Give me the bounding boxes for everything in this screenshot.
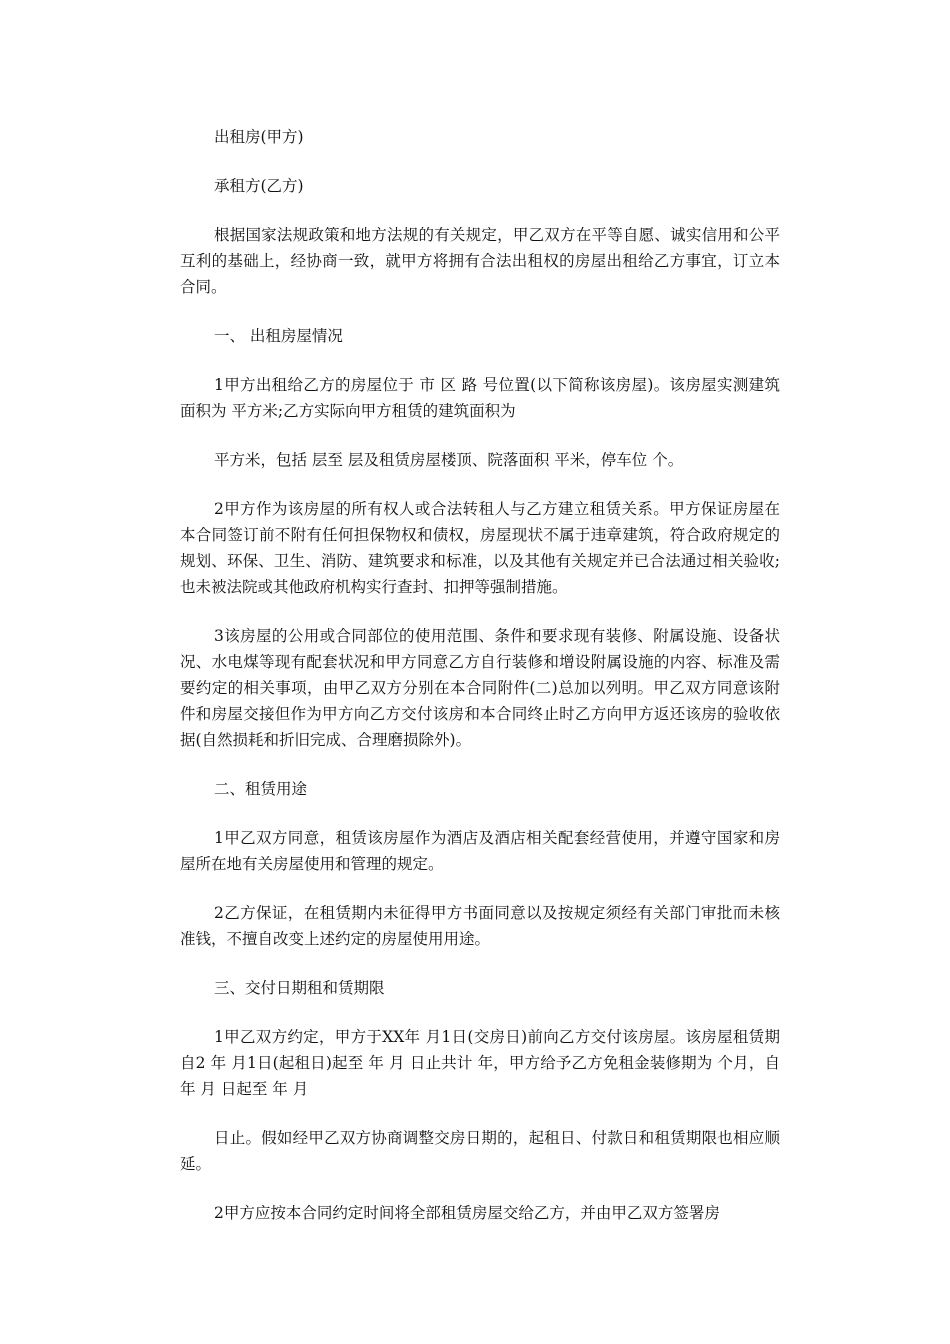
section-heading-3: 三、交付日期租和赁期限 [214,979,385,997]
clause-2-2: 2乙方保证，在租赁期内未征得甲方书面同意以及按规定须经有关部门审批而未核准钱，不擅自改变上述约定的房屋使用用途。 [180,904,780,948]
section-heading-2: 二、租赁用途 [214,780,308,798]
clause-1-1: 1甲方出租给乙方的房屋位于 市 区 路 号位置(以下简称该房屋)。该房屋实测建筑面积为 平方米;乙方实际向甲方租赁的建筑面积为 [180,376,780,420]
clause-3-1-continued: 日止。假如经甲乙双方协商调整交房日期的，起租日、付款日和租赁期限也相应顺延。 [180,1129,780,1173]
clause-1-1-continued: 平方米，包括 层至 层及租赁房屋楼顶、院落面积 平米，停车位 个。 [214,451,684,469]
clause-1-2: 2甲方作为该房屋的所有权人或合法转租人与乙方建立租赁关系。甲方保证房屋在本合同签订前不附有任何担保物权和债权，房屋现状不属于违章建筑，符合政府规定的规划、环保、卫生、消防、建筑要求和标准，以及其他有关规定并已合法通过相关验收;也未被法院或其他政府机构实行查封、扣押等强制措施。 [180,500,780,596]
section-heading-1: 一、 出租房屋情况 [214,327,343,345]
party-b-line: 承租方(乙方) [214,177,304,195]
document-body [180,124,780,1249]
preamble-paragraph: 根据国家法规政策和地方法规的有关规定，甲乙双方在平等自愿、诚实信用和公平互利的基础上，经协商一致，就甲方将拥有合法出租权的房屋出租给乙方事宜，订立本合同。 [180,226,780,296]
clause-3-2: 2甲方应按本合同约定时间将全部租赁房屋交给乙方，并由甲乙双方签署房 [214,1204,720,1222]
clause-1-3: 3该房屋的公用或合同部位的使用范围、条件和要求现有装修、附属设施、设备状况、水电煤等现有配套状况和甲方同意乙方自行装修和增设附属设施的内容、标准及需要约定的相关事项，由甲乙双方分别在本合同附件(二)总加以列明。甲乙双方同意该附件和房屋交接但作为甲方向乙方交付该房和本合同终止时乙方向甲方返还该房的验收依据(自然损耗和折旧完成、合理磨损除外)。 [180,627,780,749]
party-a-line: 出租房(甲方) [214,128,304,146]
clause-3-1: 1甲乙双方约定，甲方于XX年 月1日(交房日)前向乙方交付该房屋。该房屋租赁期自2 年 月1日(起租日)起至 年 月 日止共计 年，甲方给予乙方免租金装修期为 个月，自 年 月 日起至 年 月 [180,1028,780,1098]
clause-2-1: 1甲乙双方同意，租赁该房屋作为酒店及酒店相关配套经营使用，并遵守国家和房屋所在地有关房屋使用和管理的规定。 [180,829,780,873]
